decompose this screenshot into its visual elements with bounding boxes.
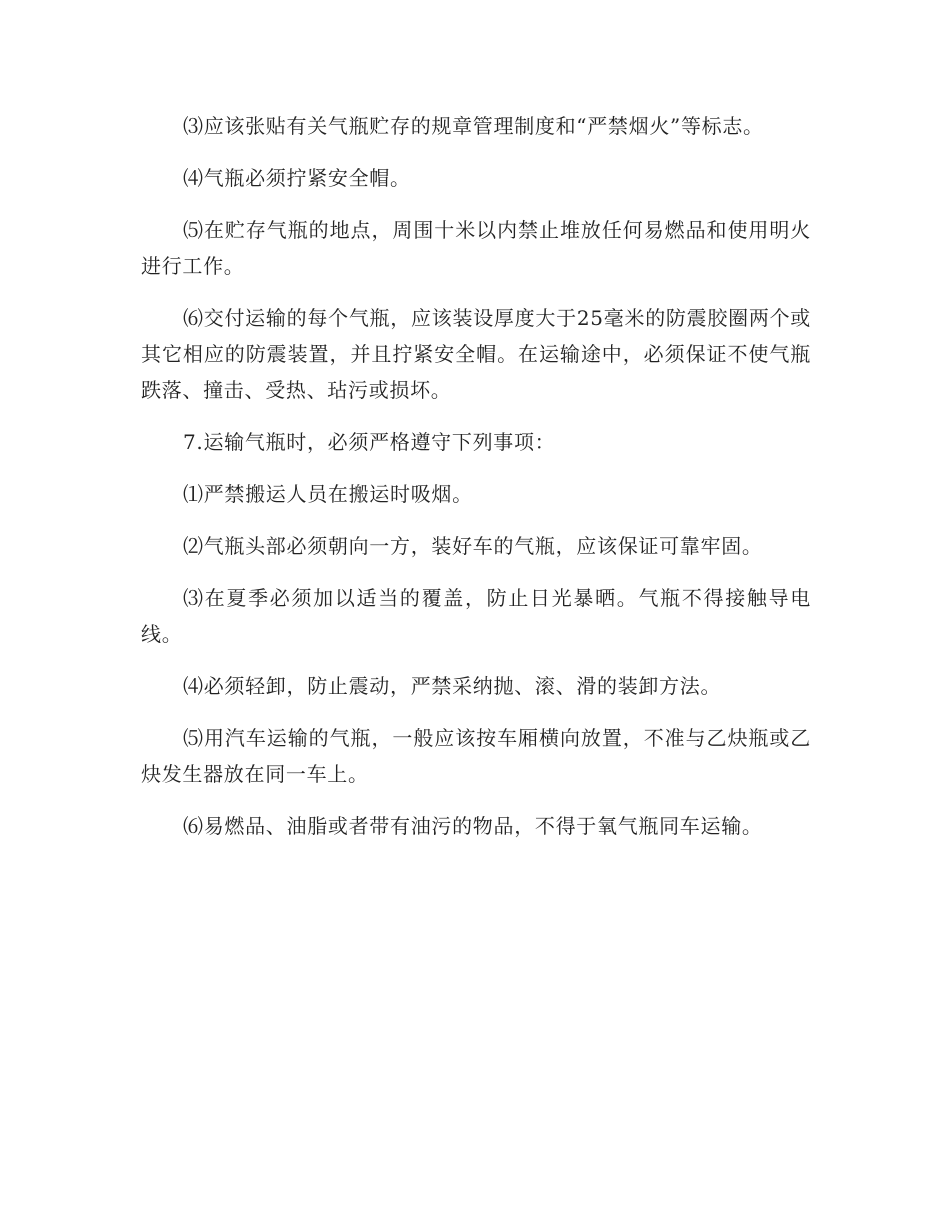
paragraph-storage-rule-3: ⑶应该张贴有关气瓶贮存的规章管理制度和“严禁烟火”等标志。 bbox=[183, 114, 764, 138]
section-heading-transport: 7.运输气瓶时，必须严格遵守下列事项： bbox=[183, 430, 556, 454]
paragraph-storage-rule-5: ⑸在贮存气瓶的地点，周围十米以内禁止堆放任何易燃品和使用明火进行工作。 bbox=[141, 218, 811, 278]
paragraph-transport-rule-2: ⑵气瓶头部必须朝向一方，装好车的气瓶，应该保证可靠牢固。 bbox=[183, 534, 763, 558]
paragraph-transport-rule-5: ⑸用汽车运输的气瓶，一般应该按车厢横向放置，不准与乙炔瓶或乙炔发生器放在同一车上。 bbox=[141, 726, 811, 786]
document-body bbox=[141, 108, 811, 860]
paragraph-transport-rule-6: ⑹易燃品、油脂或者带有油污的物品，不得于氧气瓶同车运输。 bbox=[183, 814, 763, 838]
paragraph-storage-rule-4: ⑷气瓶必须拧紧安全帽。 bbox=[183, 166, 411, 190]
paragraph-transport-rule-3: ⑶在夏季必须加以适当的覆盖，防止日光暴晒。气瓶不得接触导电线。 bbox=[141, 586, 811, 646]
paragraph-transport-rule-4: ⑷必须轻卸，防止震动，严禁采纳抛、滚、滑的装卸方法。 bbox=[183, 674, 722, 698]
paragraph-storage-rule-6: ⑹交付运输的每个气瓶，应该装设厚度大于25毫米的防震胶圈两个或其它相应的防震装置，并且拧紧安全帽。在运输途中，必须保证不使气瓶跌落、撞击、受热、玷污或损坏。 bbox=[141, 306, 811, 402]
paragraph-transport-rule-1: ⑴严禁搬运人员在搬运时吸烟。 bbox=[183, 482, 473, 506]
